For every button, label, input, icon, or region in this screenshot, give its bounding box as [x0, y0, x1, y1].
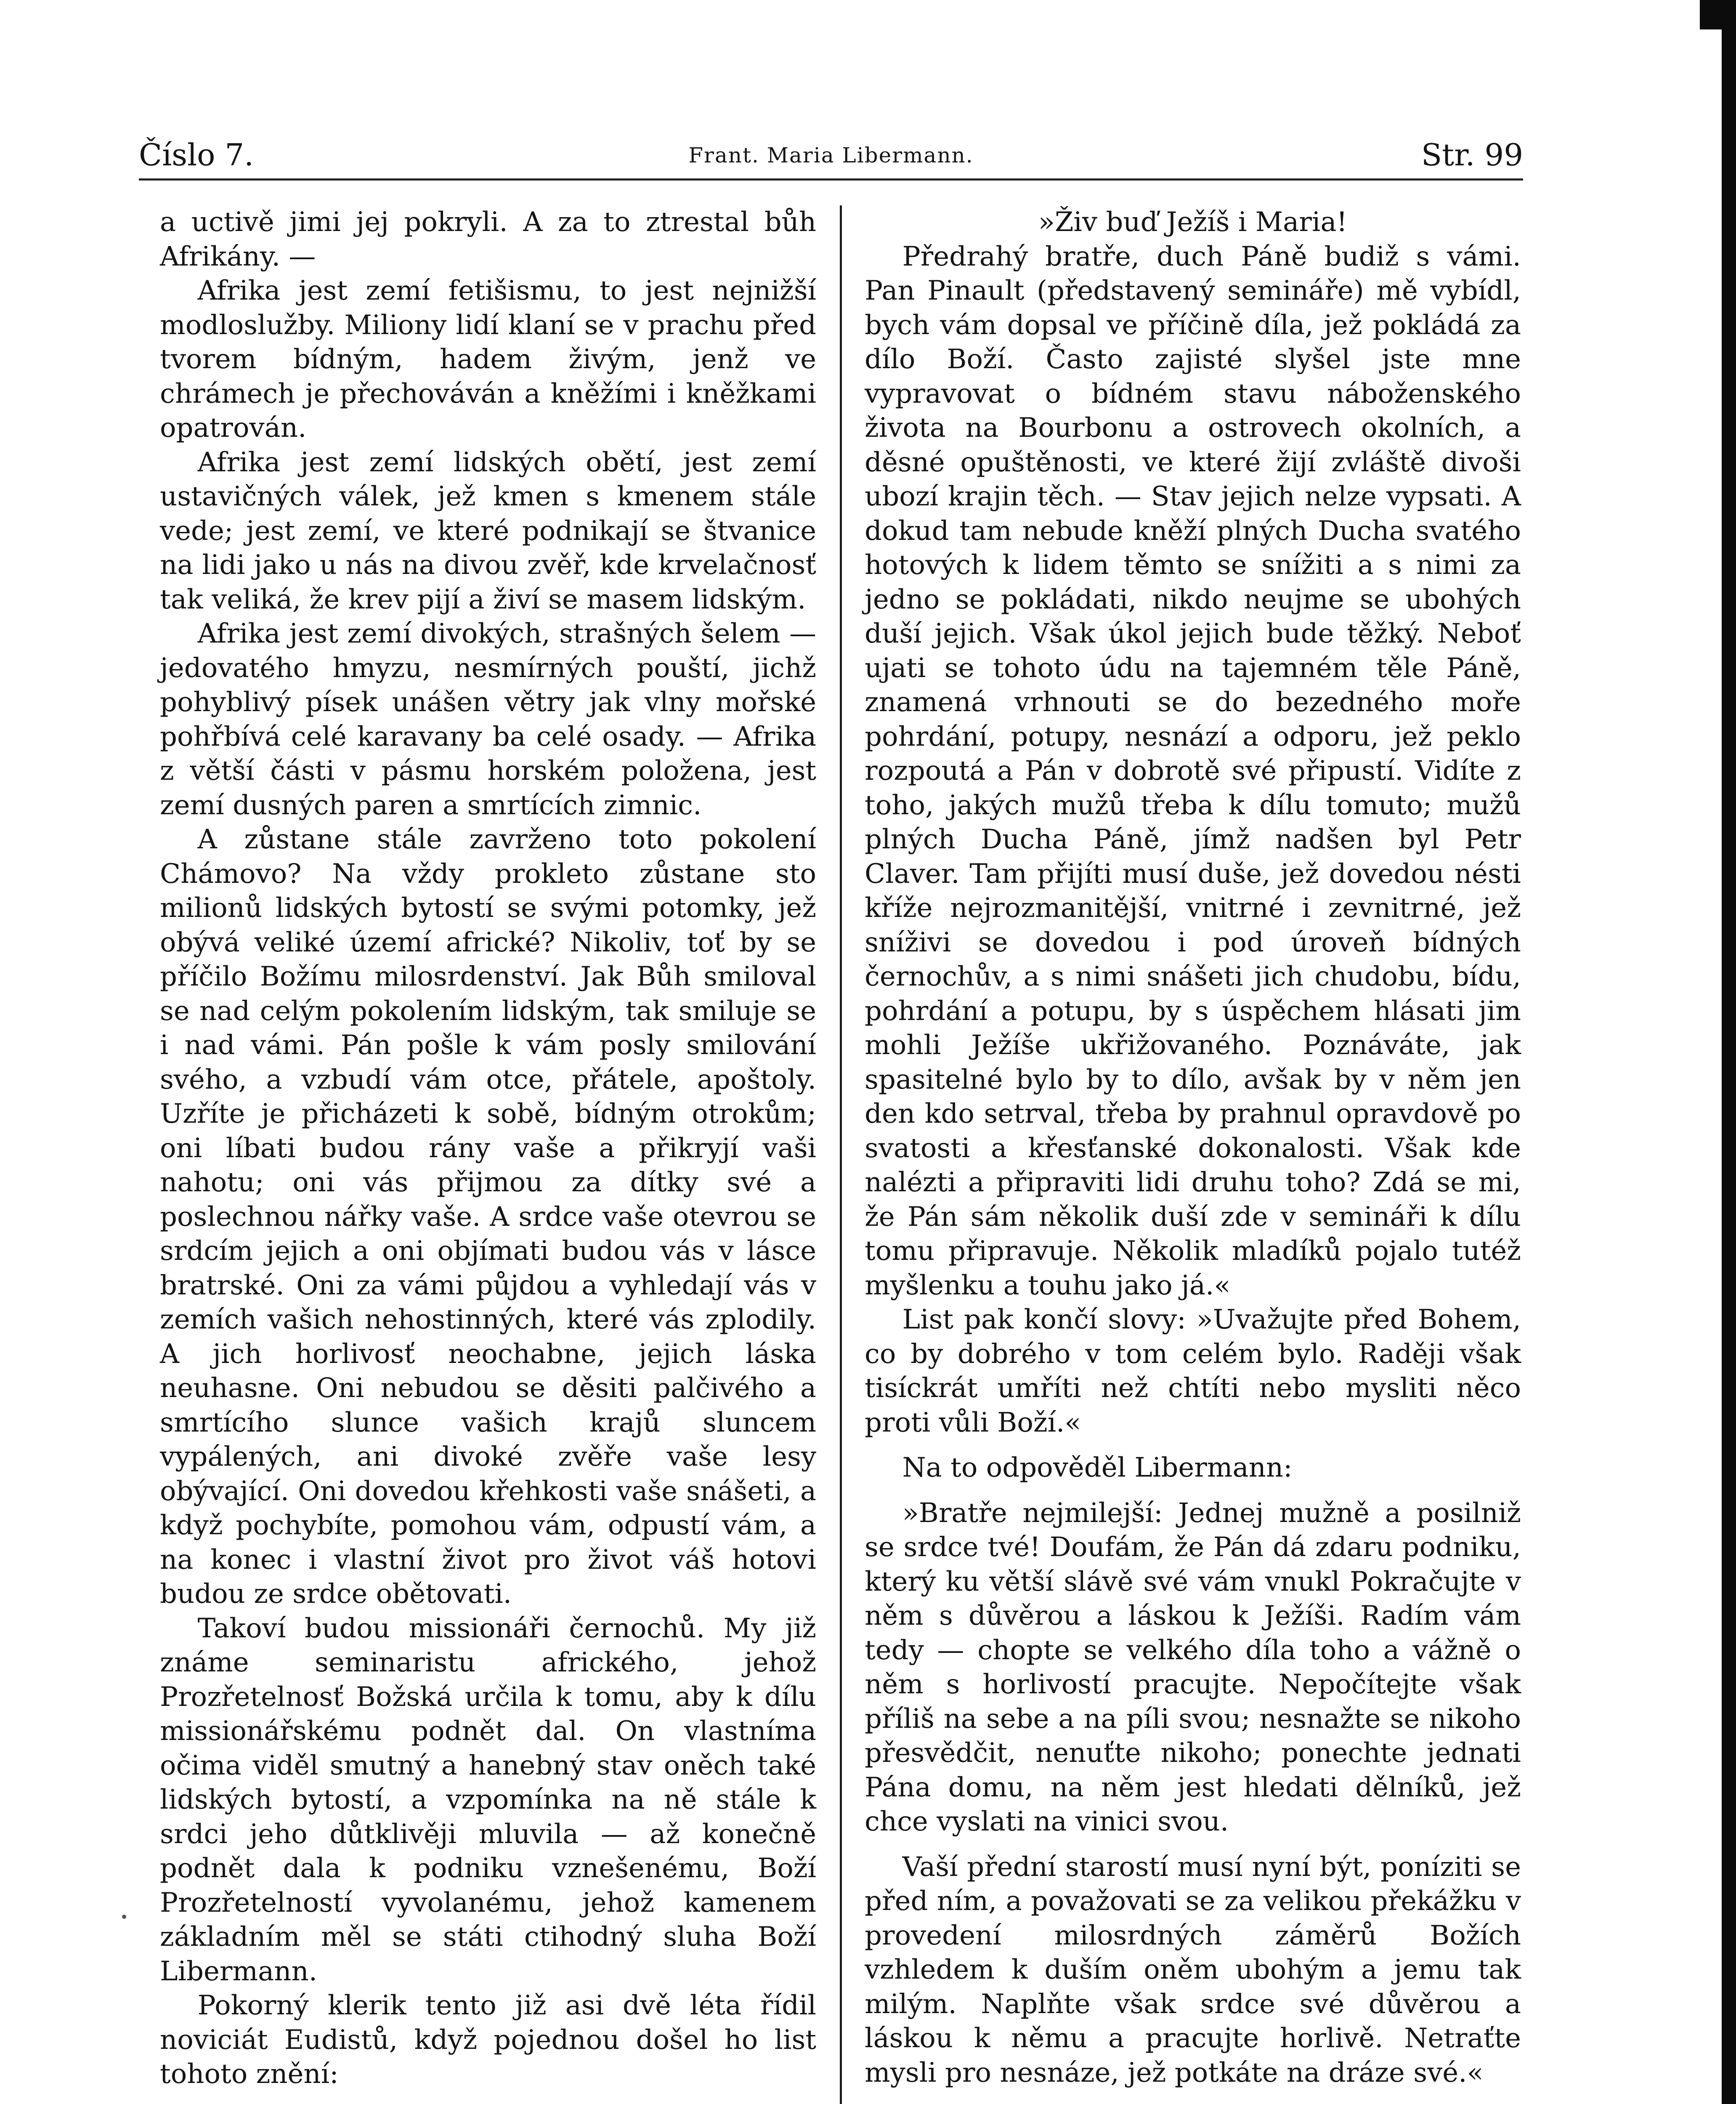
scan-speck — [122, 1915, 126, 1919]
paragraph: A zůstane stále zavrženo toto pokolení Chámovo? Na vždy prokleto zůstane sto milionů lidských bytostí se svými potomky, jež obývá veliké území africké? Nikoliv, toť by se příčilo Božímu milosrdenství. Jak Bůh smiloval se nad celým pokolením lidským, tak smiluje se i nad vámi. Pán pošle k vám posly smilování svého, a vzbudí vám otce, přátele, apoštoly. Uzříte je přicházeti k sobě, bídným otrokům; oni líbati budou rány vaše a přikryjí vaši nahotu; oni vás přijmou za dítky své a poslechnou nářky vaše. A srdce vaše otevrou se srdcím jejich a oni objímati budou vás v lásce bratrské. Oni za vámi půjdou a vyhledají vás v zemích vašich nehostinných, které vás zplodily. A jich horlivosť neochabne, jejich láska neuhasne. Oni nebudou se děsiti palčivého a smrtícího slunce vašich krajů sluncem vypálených, ani divoké zvěře vaše lesy obývající. Oni dovedou křehkosti vaše snášeti, a když pochybíte, pomohou vám, odpustí vám, a na konec i vlastní život pro život váš hotovi budou ze srdce obětovati. — [160, 824, 816, 1610]
letter-salutation: »Živ buď Ježíš i Maria! — [1038, 207, 1348, 238]
column-divider — [840, 205, 842, 2104]
paragraph: Takoví budou missionáři černochů. My již známe seminaristu afrického, jehož Prozřetelnosť Božská určila k tomu, aby k dílu missionářskému podnět dal. On vlastníma očima viděl smutný a hanebný stav oněch také lidských bytostí, a vzpomínka na ně stále k srdci jeho důtklivěji mluvila — až konečně podnět dala k podniku vznešenému, Boží Prozřetelností vyvolanému, jehož kamenem základním měl se státi ctihodný sluha Boží Libermann. — [160, 1613, 816, 1987]
paragraph: Afrika jest zemí fetišismu, to jest nejnižší modloslužby. Miliony lidí klaní se v prachu před tvorem bídným, hadem živým, jenž ve chrámech je přechováván a kněžími i kněžkami opatrován. — [160, 275, 816, 444]
paragraph: Afrika jest zemí lidských obětí, jest zemí ustavičných válek, jež kmen s kmenem stále vede; jest zemí, ve které podnikají se štvanice na lidi jako u nás na divou zvěř, kde krvelačnosť tak veliká, že krev pijí a živí se masem lidským. — [160, 446, 816, 615]
paragraph: Afrika jest zemí divokých, strašných šelem — jedovatého hmyzu, nesmírných pouští, jichž pohyblivý písek unášen větry jak vlny mořské pohřbívá celé karavany ba celé osady. — Afrika z větší části v pásmu horském položena, jest zemí dusných paren a smrtících zimnic. — [160, 618, 816, 821]
right-column — [865, 205, 1521, 2090]
paragraph: Vaší přední starostí musí nyní být, poníziti se před ním, a považovati se za velikou překážku v provedení milosrdných záměrů Božích vzhledem k duším oněm ubohým a jemu tak milým. Naplňte však srdce své důvěrou a láskou k němu a pracujte horlivě. Netraťte mysli pro nesnáze, jež potkáte na dráze své.« — [865, 1851, 1521, 2088]
scan-edge-right — [1722, 0, 1736, 2104]
paragraph: »Bratře nejmilejší: Jednej mužně a posilniž se srdce tvé! Doufám, že Pán dá zdaru podniku, který ku větší slávě své vám vnukl Pokračujte v něm s důvěrou a láskou k Ježíši. Radím vám tedy — chopte se velkého díla toho a vážně o něm s horlivostí pracujte. Nepočítejte však příliš na sebe a na píli svou; nesnažte se nikoho přesvědčit, nenuťte nikoho; ponechte jednati Pána domu, na něm jest hledati dělníků, jež chce vyslati na vinici svou. — [865, 1497, 1521, 1837]
paragraph: Pokorný klerik tento již asi dvě léta řídil noviciát Eudistů, když pojednou došel ho list tohoto znění: — [160, 1990, 816, 2090]
issue-number: Číslo 7. — [139, 137, 254, 173]
paragraph: a uctivě jimi jej pokryli. A za to ztrestal bůh Afrikány. — — [160, 207, 816, 272]
left-column — [160, 205, 816, 2092]
running-header — [139, 134, 1523, 176]
header-rule — [139, 178, 1523, 181]
running-title: Frant. Maria Libermann. — [688, 143, 974, 167]
paragraph: Na to odpověděl Libermann: — [902, 1452, 1293, 1483]
page-number: Str. 99 — [1421, 137, 1523, 173]
paragraph: List pak končí slovy: »Uvažujte před Bohem, co by dobrého v tom celém bylo. Raději však tisíckrát umříti než chtíti nebo mysliti něco proti vůli Boží.« — [865, 1304, 1521, 1438]
scan-edge-top — [1700, 0, 1736, 29]
paragraph: Předrahý bratře, duch Páně budiž s vámi. Pan Pinault (představený semináře) mě vybídl, bych vám dopsal ve příčině díla, jež pokládá za dílo Boží. Často zajisté slyšel jste mne vypravovat o bídném stavu náboženského života na Bourbonu a ostrovech okolních, a děsné opuštěnosti, ve které žijí zvláště divoši ubozí krajin těch. — Stav jejich nelze vypsati. A dokud tam nebude kněží plných Ducha svatého hotových k lidem těmto se snížiti a s nimi za jedno se pokládati, nikdo neujme se ubohých duší jejich. Však úkol jejich bude těžký. Neboť ujati se tohoto údu na tajemném těle Páně, znamená vrhnouti se do bezedného moře pohrdání, potupy, nesnází a odporu, jež peklo rozpoutá a Pán v dobrotě své připustí. Vidíte z toho, jakých mužů třeba k dílu tomuto; mužů plných Ducha Páně, jímž nadšen byl Petr Claver. Tam přijíti musí duše, jež dovedou nésti kříže nejrozmanitější, vnitrné i zevnitrné, jež sníživi se dovedou i pod úroveň bídných černochův, a s nimi snášeti jich chudobu, bídu, pohrdání a potupu, by s úspěchem hlásati jim mohli Ježíše ukřižovaného. Poznáváte, jak spasitelné bylo by to dílo, avšak by v něm jen den kdo setrval, třeba by prahnul opravdově po svatosti a křesťanské dokonalosti. Však kde nalézti a připraviti lidi druhu toho? Zdá se mi, že Pán sám několik duší zde v semináři k dílu tomu připravuje. Několik mladíků pojalo tutéž myšlenku a touhu jako já.« — [865, 241, 1521, 1301]
